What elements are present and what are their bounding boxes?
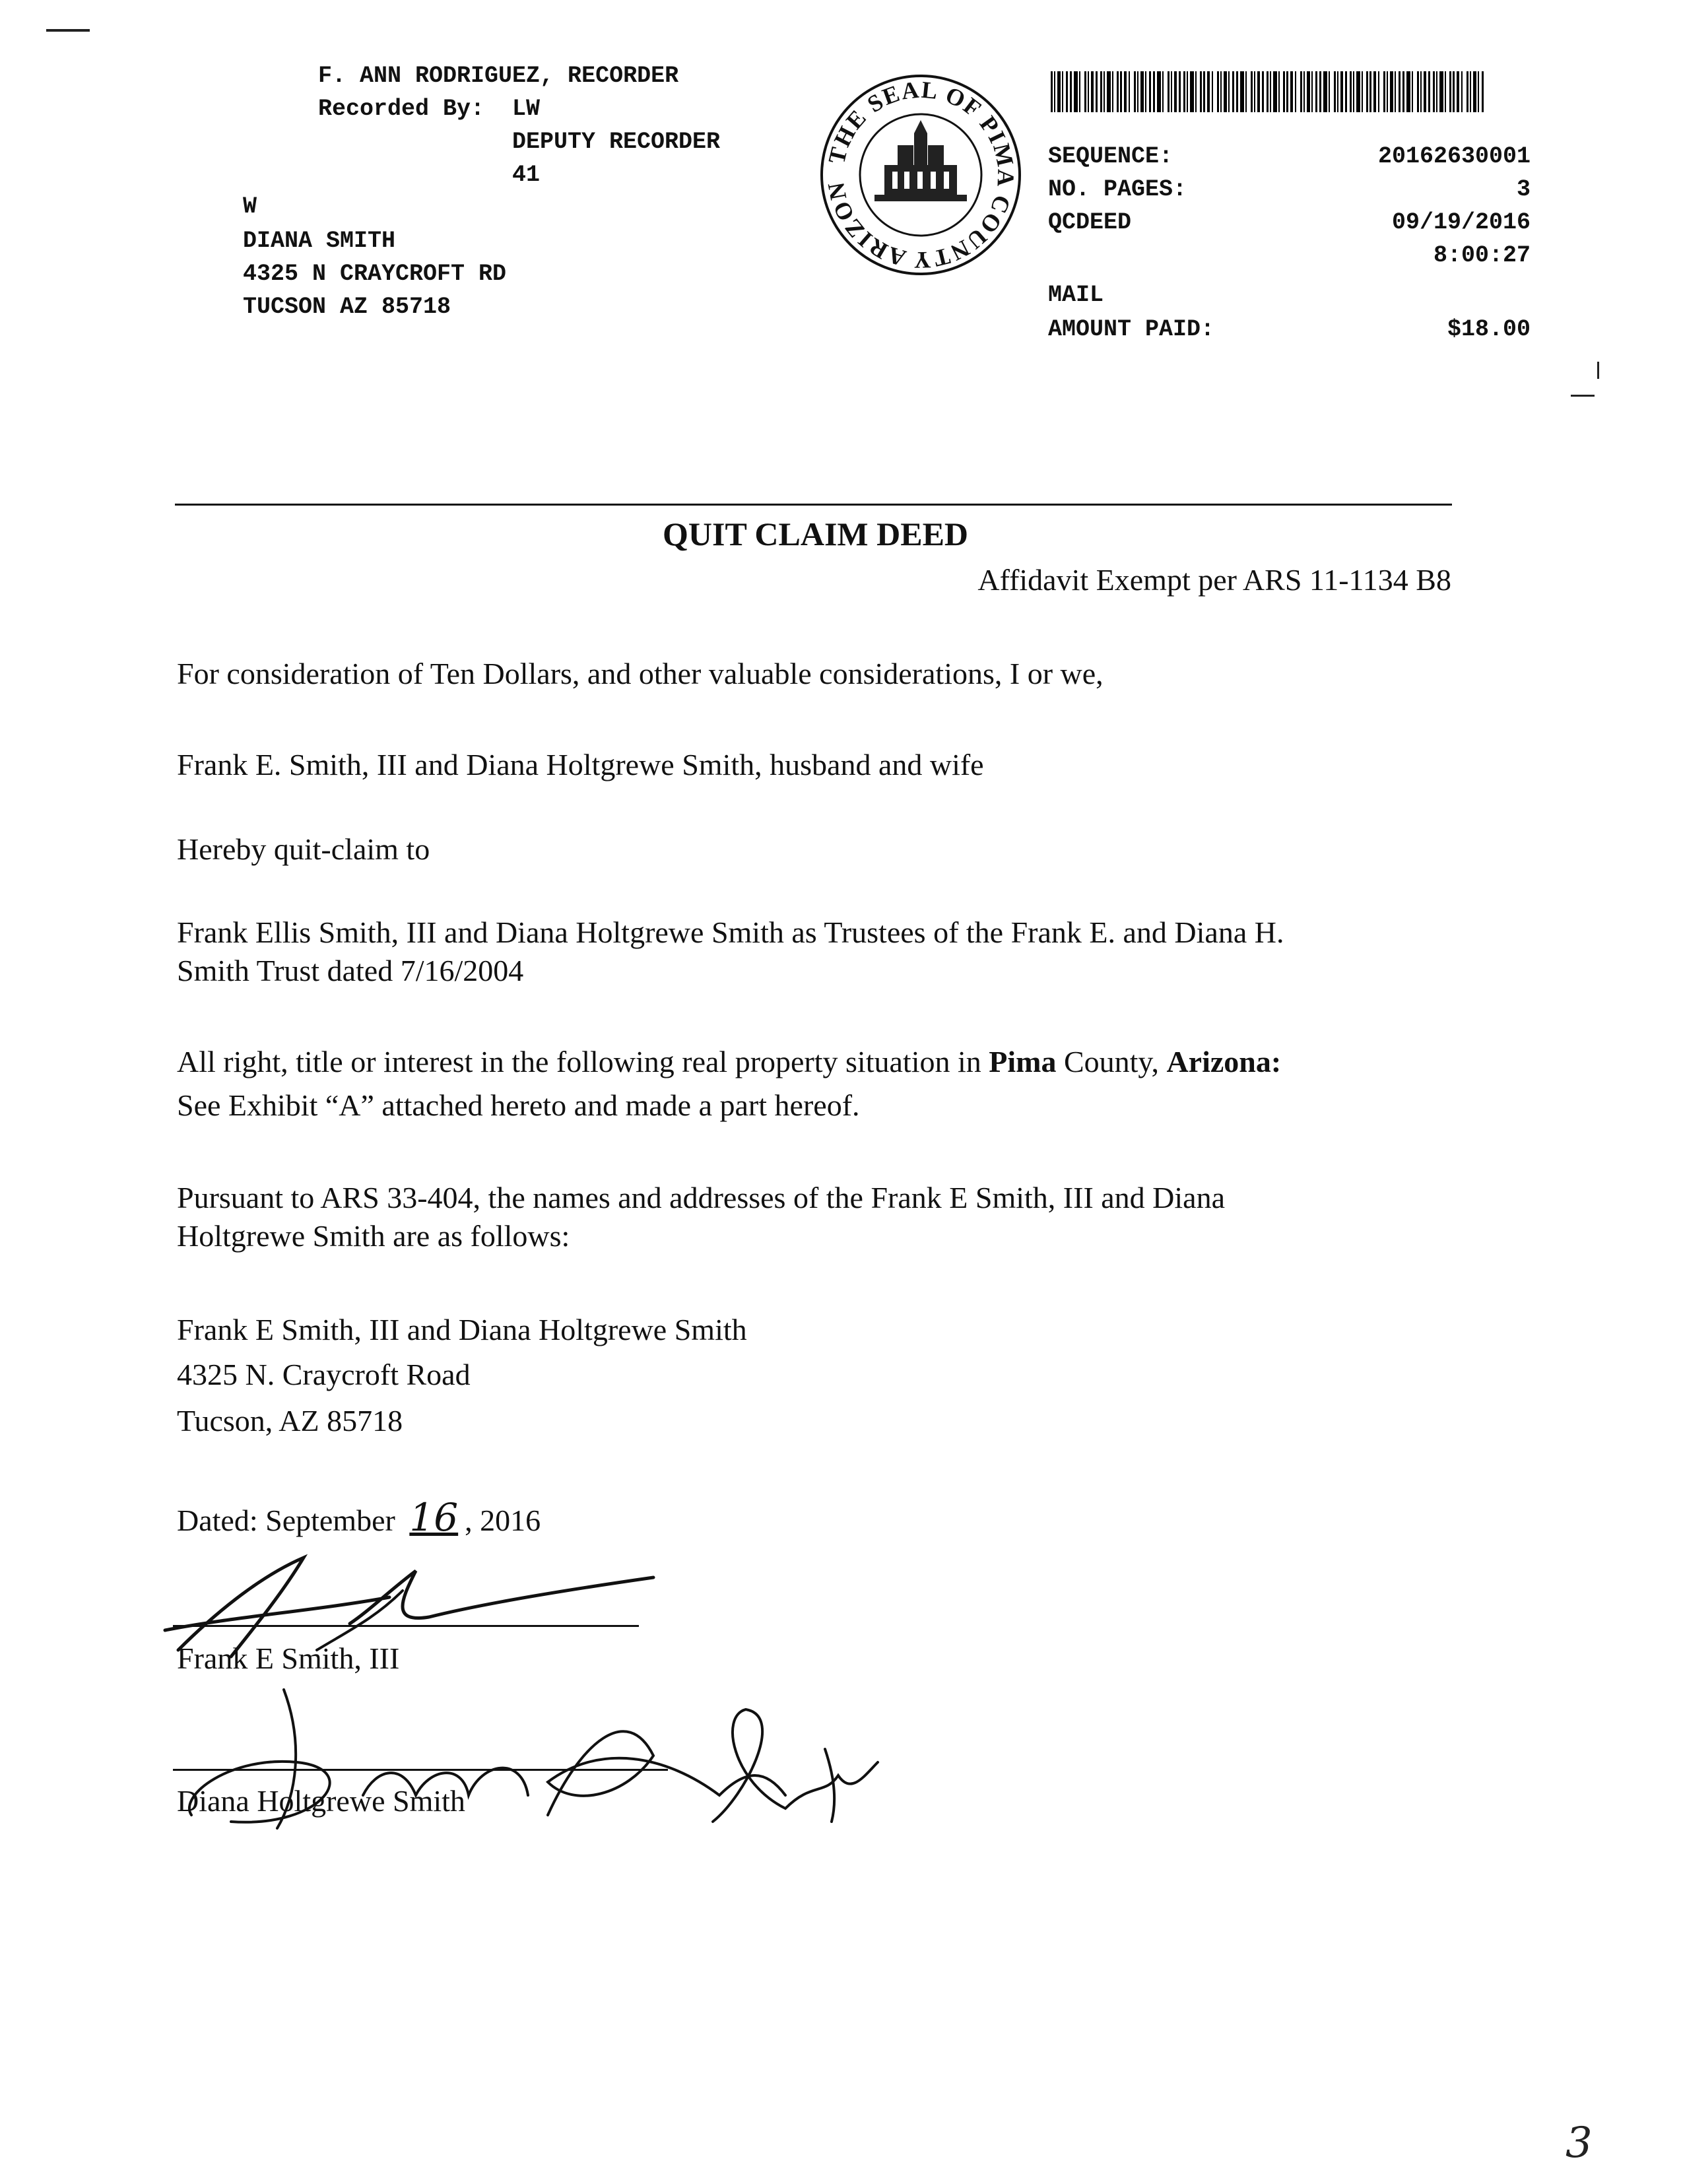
barcode-bar [1470,71,1471,112]
barcode-bar [1283,71,1285,112]
deputy-line: DEPUTY RECORDER [512,129,721,155]
barcode-bar [1417,71,1419,112]
quitclaim-text: Hereby quit-claim to [177,832,430,866]
barcode-bar [1278,71,1280,112]
barcode-bar [1311,71,1313,112]
barcode-bar [1390,71,1393,112]
barcode-bar [1267,71,1269,112]
barcode-bar [1399,71,1401,112]
barcode-bar [1140,71,1144,112]
barcode-bar [1387,71,1388,112]
grantors-text: Frank E. Smith, III and Diana Holtgrewe Smith, husband and wife [177,748,984,781]
barcode-bar [1449,71,1451,112]
barcode-bar [1074,71,1078,112]
barcode-bar [1478,71,1479,112]
barcode-bar [1107,71,1111,112]
barcode-bar [1171,71,1172,112]
barcode-bar [1270,71,1271,112]
amount-label: AMOUNT PAID: [1048,316,1215,343]
barcode-bar [1406,71,1410,112]
barcode-bar [1066,71,1068,112]
record-time: 8:00:27 [1433,242,1531,269]
record-date: 09/19/2016 [1391,209,1531,236]
barcode-bar [1290,71,1293,112]
barcode-bar [1420,71,1422,112]
barcode-bar [1424,71,1426,112]
property-county: Pima [989,1045,1057,1078]
barcode-bar [1436,71,1437,112]
signer-2-name: Diana Holtgrewe Smith [177,1784,465,1818]
barcode-bar [1445,71,1446,112]
barcode-bar [1054,71,1055,112]
barcode-bar [1104,71,1105,112]
barcode-bar [1088,71,1089,112]
signer-1-name: Frank E Smith, III [177,1641,400,1675]
barcode-bar [1329,71,1330,112]
barcode-bar [1362,71,1363,112]
sequence-value: 20162630001 [1377,143,1531,170]
barcode-bar [1254,71,1255,112]
barcode-bar [1334,71,1336,112]
barcode-bar [1183,71,1185,112]
mail-code: W [243,193,257,220]
seal-text: THE SEAL OF PIMA COUNTY ARIZONA [809,51,1020,274]
barcode-bar [1428,71,1430,112]
barcode-bar [1200,71,1202,112]
return-street: 4325 N CRAYCROFT RD [243,261,507,287]
barcode-bar [1100,71,1102,112]
barcode-bar [1149,71,1151,112]
dated-prefix: Dated: September [177,1504,403,1537]
barcode-bar [1395,71,1396,112]
barcode-bar [1245,71,1247,112]
header-divider [175,504,1452,506]
barcode-bar [1195,71,1197,112]
county-seal [809,51,1023,277]
barcode-bar [1240,71,1244,112]
barcode-bar [1307,71,1310,112]
barcode-bar [1319,71,1321,112]
pages-value: 3 [1516,176,1531,203]
property-line [177,1043,1281,1081]
barcode-bar [1174,71,1177,112]
barcode-bar [1212,71,1213,112]
property-mid: County, [1056,1045,1167,1078]
barcode-bar [1473,71,1476,112]
barcode-bar [1207,71,1210,112]
return-city: TUCSON AZ 85718 [243,294,451,320]
barcode-bar [1117,71,1119,112]
corner-mark [46,29,90,32]
pursuant-line-2: Holtgrewe Smith are as follows: [177,1219,570,1253]
barcode-bar [1286,71,1288,112]
barcode-bar [1190,71,1194,112]
recorded-by-value: LW [512,96,541,122]
barcode-bar [1232,71,1234,112]
barcode-bar [1096,71,1098,112]
grantees-line-1: Frank Ellis Smith, III and Diana Holtgrewe Smith as Trustees of the Frank E. and Diana H. [177,915,1284,949]
barcode-bar [1079,71,1080,112]
barcode-bar [1120,71,1122,112]
address-line-3: Tucson, AZ 85718 [177,1404,403,1438]
pursuant-line-1: Pursuant to ARS 33-404, the names and addresses of the Frank E Smith, III and Diana [177,1181,1226,1214]
barcode-bar [1134,71,1136,112]
sequence-label: SEQUENCE: [1048,143,1173,170]
barcode-bar [1153,71,1155,112]
recorder-line: F. ANN RODRIGUEZ, RECORDER [318,63,679,89]
exhibit-line: See Exhibit “A” attached hereto and made a part hereof. [177,1088,860,1122]
barcode-bar [1162,71,1164,112]
consideration-text: For consideration of Ten Dollars, and other valuable considerations, I or we, [177,657,1104,690]
grantees-line-2: Smith Trust dated 7/16/2004 [177,954,524,987]
barcode-bar [1295,71,1296,112]
barcode-bar [1453,71,1455,112]
address-line-2: 4325 N. Craycroft Road [177,1358,471,1391]
barcode-bar [1482,71,1484,112]
barcode-bar [1228,71,1230,112]
barcode-bar [1145,71,1146,112]
barcode-bar [1315,71,1317,112]
barcode-bar [1340,71,1343,112]
barcode-bar [1251,71,1253,112]
dated-day: 16 [409,1495,459,1540]
barcode-bar [1345,71,1347,112]
barcode [1051,71,1489,112]
address-line-1: Frank E Smith, III and Diana Holtgrewe Smith [177,1313,747,1346]
margin-mark [1597,362,1599,379]
barcode-bar [1062,71,1063,112]
barcode-bar [1439,71,1443,112]
barcode-bar [1220,71,1222,112]
barcode-bar [1262,71,1264,112]
barcode-bar [1203,71,1205,112]
barcode-bar [1257,71,1260,112]
barcode-bar [1187,71,1188,112]
delivery-method: MAIL [1048,282,1104,308]
barcode-bar [1091,71,1094,112]
pages-label: NO. PAGES: [1048,176,1187,203]
dated-line [177,1495,541,1540]
barcode-bar [1350,71,1352,112]
barcode-bar [1356,71,1360,112]
property-prefix: All right, title or interest in the following real property situation in [177,1045,989,1078]
barcode-bar [1070,71,1072,112]
barcode-bar [1179,71,1181,112]
barcode-bar [1124,71,1127,112]
barcode-bar [1412,71,1413,112]
barcode-bar [1217,71,1219,112]
page-number-mark: 3 [1566,2119,1593,2167]
exempt-note: Affidavit Exempt per ARS 11-1134 B8 [977,563,1451,597]
barcode-bar [1433,71,1435,112]
barcode-bar [1137,71,1138,112]
amount-value: $18.00 [1447,316,1531,343]
barcode-bar [1084,71,1086,112]
barcode-bar [1373,71,1376,112]
barcode-bar [1353,71,1354,112]
barcode-bar [1236,71,1238,112]
barcode-bar [1366,71,1368,112]
barcode-bar [1337,71,1338,112]
barcode-bar [1303,71,1305,112]
barcode-bar [1168,71,1170,112]
barcode-bar [1157,71,1161,112]
barcode-bar [1112,71,1113,112]
barcode-bar [1467,71,1468,112]
margin-mark [1571,395,1595,397]
barcode-bar [1273,71,1277,112]
deputy-number: 41 [512,162,541,188]
barcode-bar [1129,71,1130,112]
barcode-bar [1402,71,1404,112]
barcode-bar [1224,71,1227,112]
barcode-bar [1369,71,1371,112]
recorded-by-label: Recorded By: [318,96,485,122]
barcode-bar [1378,71,1379,112]
barcode-bar [1461,71,1463,112]
barcode-bar [1051,71,1053,112]
dated-suffix: , 2016 [465,1504,541,1537]
deed-title: QUIT CLAIM DEED [663,515,969,552]
doc-type: QCDEED [1048,209,1132,236]
barcode-bar [1057,71,1061,112]
barcode-bar [1383,71,1385,112]
property-state: Arizona: [1166,1045,1282,1078]
seal-building-illustration [874,120,967,201]
barcode-bar [1457,71,1459,112]
barcode-bar [1323,71,1327,112]
barcode-bar [1300,71,1302,112]
return-name: DIANA SMITH [243,228,396,254]
